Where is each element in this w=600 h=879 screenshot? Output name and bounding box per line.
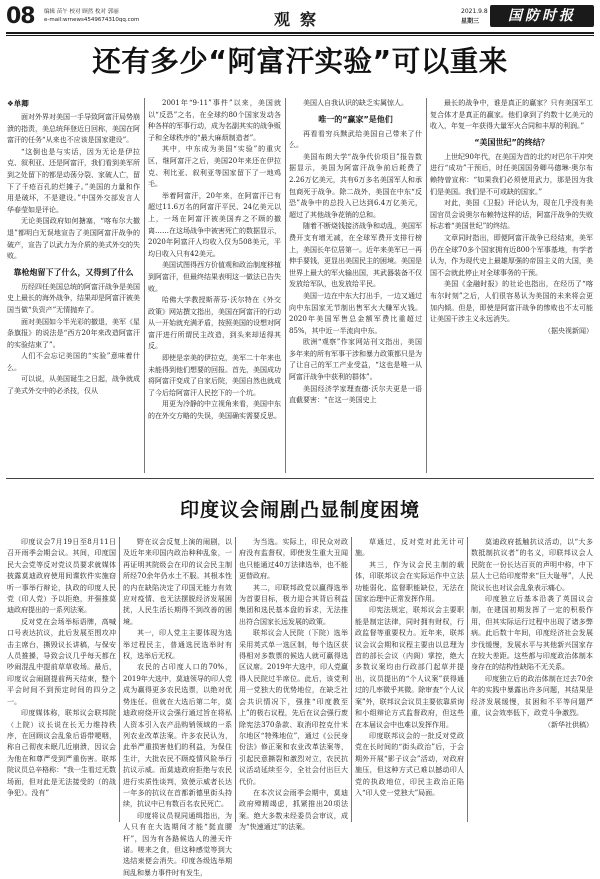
paragraph: 其中，中东成为美国“实验”的重灾区，继阿富汗之后，美国20年来还在伊拉克、利比亚、叙利亚等国家留下了一地鸡毛。	[148, 145, 281, 189]
column-divider	[235, 537, 236, 822]
paragraph: 面对外界对美国一手导致阿富汗局势崩溃的指责，美总统拜登近日回称，美国在阿富汗的任务“从来也不应该是国家建设”。	[7, 113, 140, 145]
paragraph: 文章同时指出，即便阿富汗战争已经结束，美军仍在全球70多个国家拥有近800个军事基地，有学者认为，作为现代史上最雄厚强的帝国主义的大国，美国不会就此停止对全球事务的干预。	[430, 233, 593, 277]
editor-credits	[44, 8, 139, 24]
paragraph: 美国一边在中东大打出手，一边又通过向中东国家无节制出售军火大赚军火钱。2020年美国军售总金额军费比重超过85%，其中近一半流向中东。	[289, 291, 422, 335]
article1-column-3	[289, 98, 422, 473]
paragraph: 欧洲“观察”作家网站刊文指出，美国多年来的所有军事干涉和暴力政策都只是为了让自己的军工产业受益，“这也是唯一从阿富汗战争中获利的群体”。	[289, 338, 422, 382]
column-divider	[467, 537, 468, 822]
paragraph: 联邦议会人民院（下院）选举采用英式单一选区制，每个选区获得相对多数票的候选人就可赢得选区议席。2019年大选中，印人党赢得人民院过半席位。此后，该党利用一党独大的优势地位，在缺乏社会共识情况下，强推“印度教至上”的极右议程，先后在议会强行废除宪法370条款、取消印控克什米尔地区“特殊地位”，通过《公民身份法》修正案和农业改革法案等，引起民意撕裂和激烈对立，农民抗议活动延续至今，全社会付出巨大代价。	[239, 629, 348, 786]
paragraph: 随着不断烧钱接济战争和动乱，美国军费开支有增无减，在全球军费开支排行榜上，美国长年位居第一。近年来美军已一再伸手要钱，更显出美国民主的困境。美国是世界上最大的军火输出国，其武器装备不仅发放给军队，也发放给平民。	[289, 222, 422, 289]
paragraph: 人们不会忘记美国的“实验”意味着什么。	[7, 352, 140, 372]
paragraph: 美国经济学家理查德·沃尔夫更是一语直截要害：“在这一美国史上	[289, 384, 422, 405]
paragraph: 美国试图得西方价值观和政治制度移植到阿富汗，但最终结果表明这一做法已告失败。	[148, 261, 281, 293]
paragraph: 无论美国政府如何搪塞，“喀布尔大撤退”都明白无误地宣告了美国阿富汗战争的破产，宣告了以武力为介质的美式外交的失败。	[7, 217, 140, 261]
paragraph: 农民的占印度人口的70%，2019年大选中，莫迪领导的印人党成为赢得更多农民选票，以绝对优势连任。但就在大选后第二年，莫迪政府绕开议会强行通过旨在将私人资本引入农产品购销领域的一系列农业改革法案。许多农民认为，此举严重损害他们的利益，为保住生计，大批农民不顾疫情风险举行抗议示威。而莫迪政府拒绝与农民进行实质性谈判，致使示威者长达一年多的抗议在首都新德里街头持续，抗议中已有数百名农民死亡。	[123, 663, 232, 809]
article2-source: （新华社供稿）	[544, 720, 593, 729]
paragraph: 对此，美国《卫报》评论认为，现在几乎没有美国官员会说奥尔布赖特这样的话，阿富汗战争的失败标志着“美国世纪”的终结。	[430, 199, 593, 231]
issue-date: 2021.9.8	[461, 8, 488, 15]
paragraph: 草通过，反对党对此无计可施。	[355, 538, 464, 558]
column-divider	[351, 537, 352, 822]
article2-column-2	[123, 537, 232, 877]
paragraph: 最长的战争中，谁是真正的赢家？只有美国军工复合体才是真正的赢家。他们拿到了约数十亿美元的收入，年复一年获得大量军火合同和丰厚的利润。”	[430, 99, 593, 131]
paragraph: 印度将议员视同通缉指出，为人只有在大选期间才能“挺直腰杆”，因为有各路候选人的漫天许诺。嗟来之食，但这种感觉等到大选结束便会消失。印度各级选举期间乱和暴力事件时有发生，	[123, 811, 232, 877]
paragraph: 印度独立后基本沿袭了英国议会制，在建国初期发挥了一定的积极作用，但其实际运行过程中出现了诸多弊病。此后数十年间，印度经济社会发展步伐缓慢，发展水平与其他新兴国家存在较大差距。这些都与印度政治体制本身存在的结构性缺陷不无关系。	[471, 595, 593, 672]
paragraph: 印度媒体称，联邦议会联邦院（上院）议长说在长无力维持秩序，在回顾议会乱象后语带哽咽，称自己彻夜未眠几近崩溃，因议会为他在和尊严受到严重伤害。联邦院议员总辛格称：“我一生看过无数场面，但对此是无法接受的（的战争犯）。没有”	[7, 709, 116, 797]
paragraph: 即使是亲美的伊拉克，美军二十年来也未能得到他们想要的回报。首先，美国成功将阿富汗变成了自家后院，美国自然也就成了今后给阿富汗人民挖下的一个坑。	[148, 354, 281, 397]
article1-headline: 还有多少“阿富汗实验”可以重来	[92, 45, 508, 78]
paragraph: 印宪法规定，联邦议会主要职能是制定法律，同时拥有财权，行政监督等重要权力。近年来，联邦议会议会期和议程主要由以总理为首的部长会议（内阁）掌控，绝大多数议案均由行政部门起草并提出，议员提出的“个人议案”获得通过的几率微乎其微。除审查“个人议案”外，联邦议会议员主要依靠质询和小组辩论方式监督政府，但这些在本届议会中也难以发挥作用。	[355, 606, 464, 729]
paragraph: 反对党在会场举标语牌，高喊口号表达抗议，此后发展至围攻冲击主席台，撕毁议长讲稿，与保安人员推搡，导致会议几乎每天都在吵闹混乱中提前草草收场。最后，印度议会闹剧提前两天结束，整个平会时间不到预定时间的四分之一。	[7, 617, 116, 706]
paragraph: 美国布朗大学“战争代价项目”报告数据显示，美国为阿富汗战争前后耗费了2.26万亿美元，共有6万多名美国军人和承包商死于战争。除二战外，美国在中东“反恐”战争中的总投入已达到6.4万亿美元，超过了其他战争花销的总和。	[289, 152, 422, 219]
article2-column-5	[471, 537, 593, 822]
article1-column-4	[430, 98, 593, 473]
paragraph: 历经四任美国总统的阿富汗战争是美国史上最长的海外战争，结果却是阿富汗被美国当做“负资产”无情抛弃了。	[7, 282, 140, 314]
article1-source: （据央视新闻）	[544, 326, 593, 335]
paragraph: 其一，印人党主主要体现为选举过程民主，普通选民选举时有权，选举后无权。	[123, 629, 232, 661]
issue-weekday: 星期三	[461, 18, 480, 25]
page-number: 08	[6, 4, 35, 29]
article2-column-4	[355, 537, 464, 822]
paragraph: 其二，印联邦政党以赢得选举为首要目标，极力迎合其背后利益集团和选民基本盘的诉求，无法推出符合国家长远发展的政策。	[239, 583, 348, 626]
article1-subheading-2: 唯一的“赢家”是他们	[318, 114, 393, 124]
article2-headline: 印度议会闹剧凸显制度困境	[179, 499, 420, 521]
column-divider	[285, 98, 286, 473]
masthead-rule	[6, 32, 594, 34]
article1-column-1	[7, 98, 140, 473]
paragraph: 其三，作为议会民主制的载体，印联邦议会在实际运作中立法功能弱化、监督职能缺位，无法在国家治理中正常发挥作用。	[355, 560, 464, 604]
paragraph: 野在议会反复上演的闹剧，以及近年来印国内政治种种乱象，一再证明其院级会在印的议会民主制所经70余年仍水土不服。其根本性的内在缺陷决定了印国无能力有效应对疫情、也无法摆脱经济发展困扰，人民生活长期得不到改善的困境。	[123, 538, 232, 626]
article1-subheading-3: “美国世纪”的终结？	[474, 137, 549, 147]
paragraph: 美国《金融时报》的社论也指出，在经历了“喀布尔时刻”之后，人们很容易认为美国的未来将会更加内倾。但是，即使是阿富汗战争的惨败也不太可能让美国干涉主义永远消失。	[430, 280, 593, 324]
paragraph: 举着阿富汗，20年来，在阿富汗已有超过11.6万名的阿富汗平民、24亿美元以上，一场在阿富汗被美国弃之不顾的撤离……在这场战争中被害死亡的数据显示，2020年阿富汗人均收入仅为508美元，平均日收入只有42美元。	[148, 191, 281, 258]
paragraph: 印度议会7月19日至8月11日召开雨季会期会议。其间，印度国民大会党等反对党议员要求就媒体披露莫迪政府使用间谍软件实施窃听一事举行辩论，执政的印度人民党（印人党）予以拒绝，并强推莫迪政府提出的一系列法案。	[7, 538, 116, 615]
issue-info	[461, 7, 488, 27]
article1-subheading-1: 靠枪炮留下了什么，又得到了什么	[13, 267, 134, 277]
paragraph: 莫迪政府抵触抗议活动，以“大多数抵制抗议者”的名义，印联邦议会人民院在一份长达百页的声明中称，中下层人士已给印度带来“巨大耻辱”，人民院议长也对议会乱象表示痛心。	[471, 538, 593, 592]
paragraph: 2001年“9·11”事件”以来，美国就以“反恐”之名，在全球约80个国家发动各种各样的军事行动，成为名副其实的战争贩子和全球秩序的“最大麻烦制造者”。	[148, 99, 281, 142]
masthead-rule-thin	[6, 35, 594, 36]
column-divider	[144, 98, 145, 473]
paragraph: “这倒也是与实话，因为无论是伊拉克、叙利亚、还是阿富汗，我们看到美军所到之处留下的都是动荡分裂、家破人亡，留下了千疮百孔的烂摊子。”美国的力量和作用是破坏，不是建设。”中国外交部发言人华春莹如是评论。	[7, 147, 140, 214]
column-divider	[119, 537, 120, 822]
paragraph: 再看看穷兵黩武给美国自己带来了什么。	[289, 129, 422, 150]
paragraph: 美国人自我认识的缺乏实属惊人。	[303, 99, 408, 107]
editor-names: 编辑 苗午 校对 顾然 枚对 郭丽	[44, 9, 119, 15]
article1-column-2	[148, 98, 281, 473]
paragraph: 印度独立后的政治体制在过去70余年的实践中暴露出许多问题，其结果是经济发展缓慢，贫困和不平等问题严重，议会效率低下，政党斗争激烈。	[471, 674, 593, 718]
paragraph: 面对美国如今半光彩的撤退，美军《星条旗报》的说法是“西方20年来改造阿富汗的实验结束了”。	[7, 317, 140, 349]
masthead	[6, 4, 594, 34]
paragraph: 哈佛大学教授斯蒂芬·沃尔特在《外交政策》网站撰文指出，美国在阿富汗的行动从一开始就充满矛盾，按照美国的设想对阿富汗进行所谓民主改造，到头来却适得其反。	[148, 296, 281, 351]
paragraph: 在本次议会雨季会期中，莫迪政府殚精竭虑，抓紧推出20项法案。绝大多数未经委员会审议，成为“快速通过”的法案。	[239, 788, 348, 832]
section-title: 观察	[274, 10, 327, 29]
paragraph: 用更为冷静的中立视角来看，美国中东的在外交方略的失误，美国确实需要反思。	[148, 400, 281, 421]
paragraph: 印度联邦议会的一批反对党政党在长时间的“街头政治”后，于会期外开展“影子议会”活动，对政府施压，但这种方式已难以撼动印人党的执政地位，印民主政治正陷入“印人党一党独大”局面。	[355, 731, 464, 797]
article2-column-1	[7, 537, 116, 822]
paragraph: 为当选。实际上，印民众对政府没有监督权，即使发生重大丑闻也只能通过40万法律选举，也不能更替政府。	[239, 538, 348, 581]
paragraph: 上世纪90年代，在美国为首的北约对巴尔干冲突进行“成功”干预后，时任美国国务卿马德琳·奥尔布赖特曾宣称：“如果我们必须使用武力，那是因为我们是美国。我们是不可或缺的国家。”	[430, 152, 593, 196]
newspaper-logo: 国防时报	[490, 5, 594, 27]
article2-column-3	[239, 537, 348, 832]
column-divider	[426, 98, 427, 473]
article1-author: ❖单卿	[7, 99, 29, 108]
editor-email: e-mail:wrnews4549674310qq.com	[44, 17, 140, 23]
article-separator	[6, 478, 594, 479]
paragraph: 可以说，从美国诞生之日起，战争就成了美式外交中的必杀技，仅从	[7, 375, 140, 396]
